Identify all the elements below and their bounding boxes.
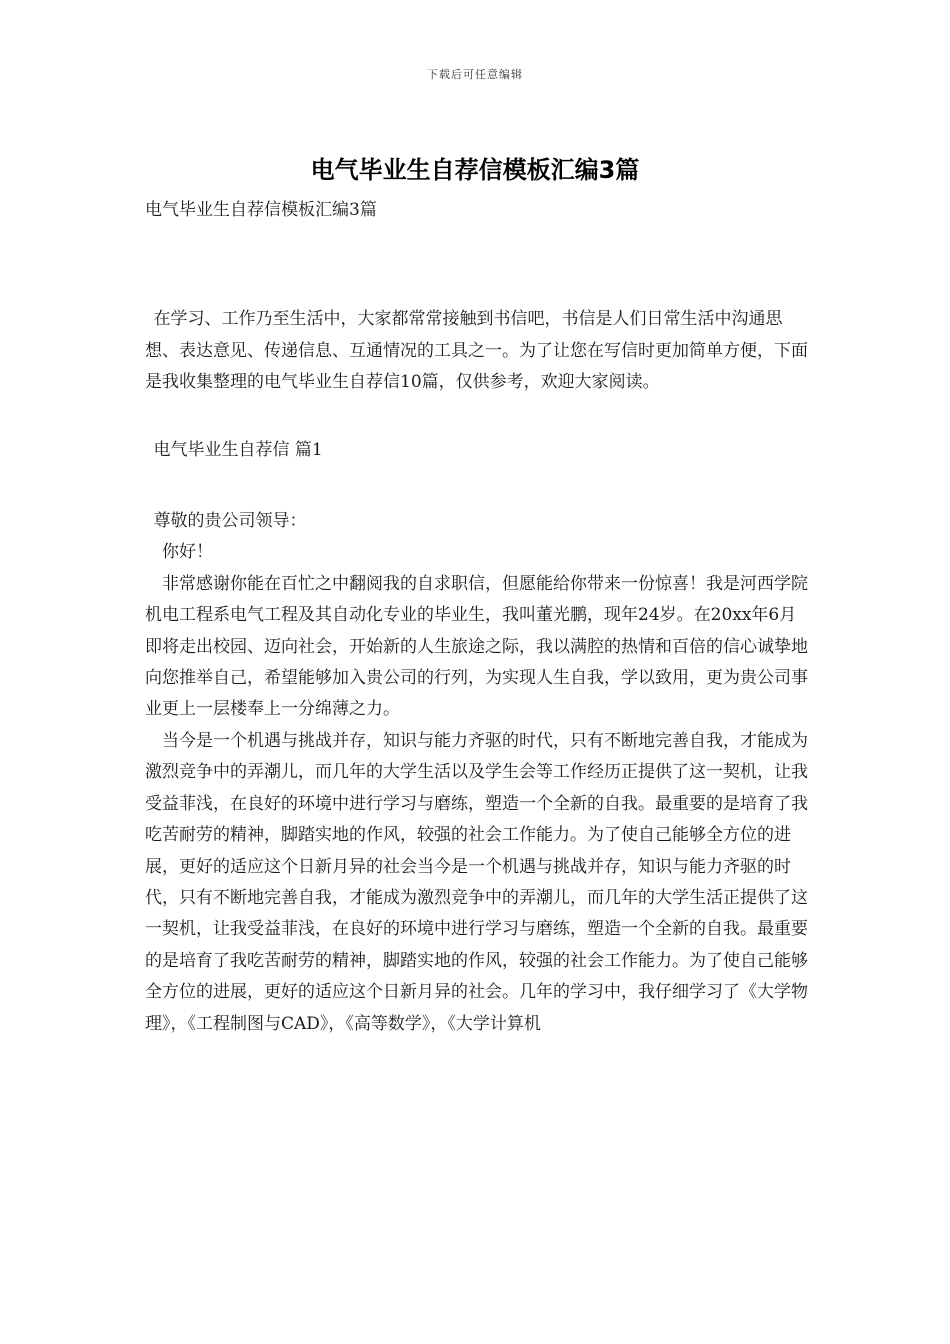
document-body bbox=[145, 195, 813, 1040]
document-subtitle: 电气毕业生自荐信模板汇编3篇 bbox=[145, 200, 377, 220]
body-paragraph: 非常感谢你能在百忙之中翻阅我的自求职信，但愿能给你带来一份惊喜！我是河西学院机电工程系电气工程及其自动化专业的毕业生，我叫董光鹏，现年24岁。在20xx年6月即将走出校园、迈向社会，开始新的人生旅途之际，我以满腔的热情和百倍的信心诚挚地向您推举自己，希望能够加入贵公司的行列，为实现人生自我，学以致用，更为贵公司事业更上一层楼奉上一分绵薄之力。 bbox=[145, 573, 808, 720]
spacer bbox=[145, 466, 813, 506]
document-title: 电气毕业生自荐信模板汇编3篇 bbox=[310, 156, 640, 184]
body-paragraph: 当今是一个机遇与挑战并存，知识与能力齐驱的时代，只有不断地完善自我，才能成为激烈竞争中的弄潮儿，而几年的大学生活以及学生会等工作经历正提供了这一契机，让我受益菲浅，在良好的环境中进行学习与磨练，塑造一个全新的自我。最重要的是培育了我吃苦耐劳的精神，脚踏实地的作风，较强的社会工作能力。为了使自己能够全方位的进展，更好的适应这个日新月异的社会当今是一个机遇与挑战并存，知识与能力齐驱的时代，只有不断地完善自我，才能成为激烈竞争中的弄潮儿，而几年的大学生活正提供了这一契机，让我受益菲浅，在良好的环境中进行学习与磨练，塑造一个全新的自我。最重要的是培育了我吃苦耐劳的精神，脚踏实地的作风，较强的社会工作能力。为了使自己能够全方位的进展，更好的适应这个日新月异的社会。几年的学习中，我仔细学习了《大学物理》，《工程制图与CAD》，《高等数学》，《大学计算机 bbox=[145, 730, 808, 1034]
section-heading: 电气毕业生自荐信 篇1 bbox=[153, 439, 323, 460]
spacer bbox=[145, 226, 813, 304]
header-note: 下载后可任意编辑 bbox=[427, 68, 523, 81]
spacer bbox=[145, 399, 813, 435]
greeting: 你好！ bbox=[162, 542, 213, 563]
intro-paragraph: 在学习、工作乃至生活中，大家都常常接触到书信吧，书信是人们日常生活中沟通思想、表达意见、传递信息、互通情况的工具之一。为了让您在写信时更加简单方便，下面是我收集整理的电气毕业生自荐信10篇，仅供参考，欢迎大家阅读。 bbox=[145, 309, 808, 393]
salutation: 尊敬的贵公司领导： bbox=[153, 511, 307, 532]
